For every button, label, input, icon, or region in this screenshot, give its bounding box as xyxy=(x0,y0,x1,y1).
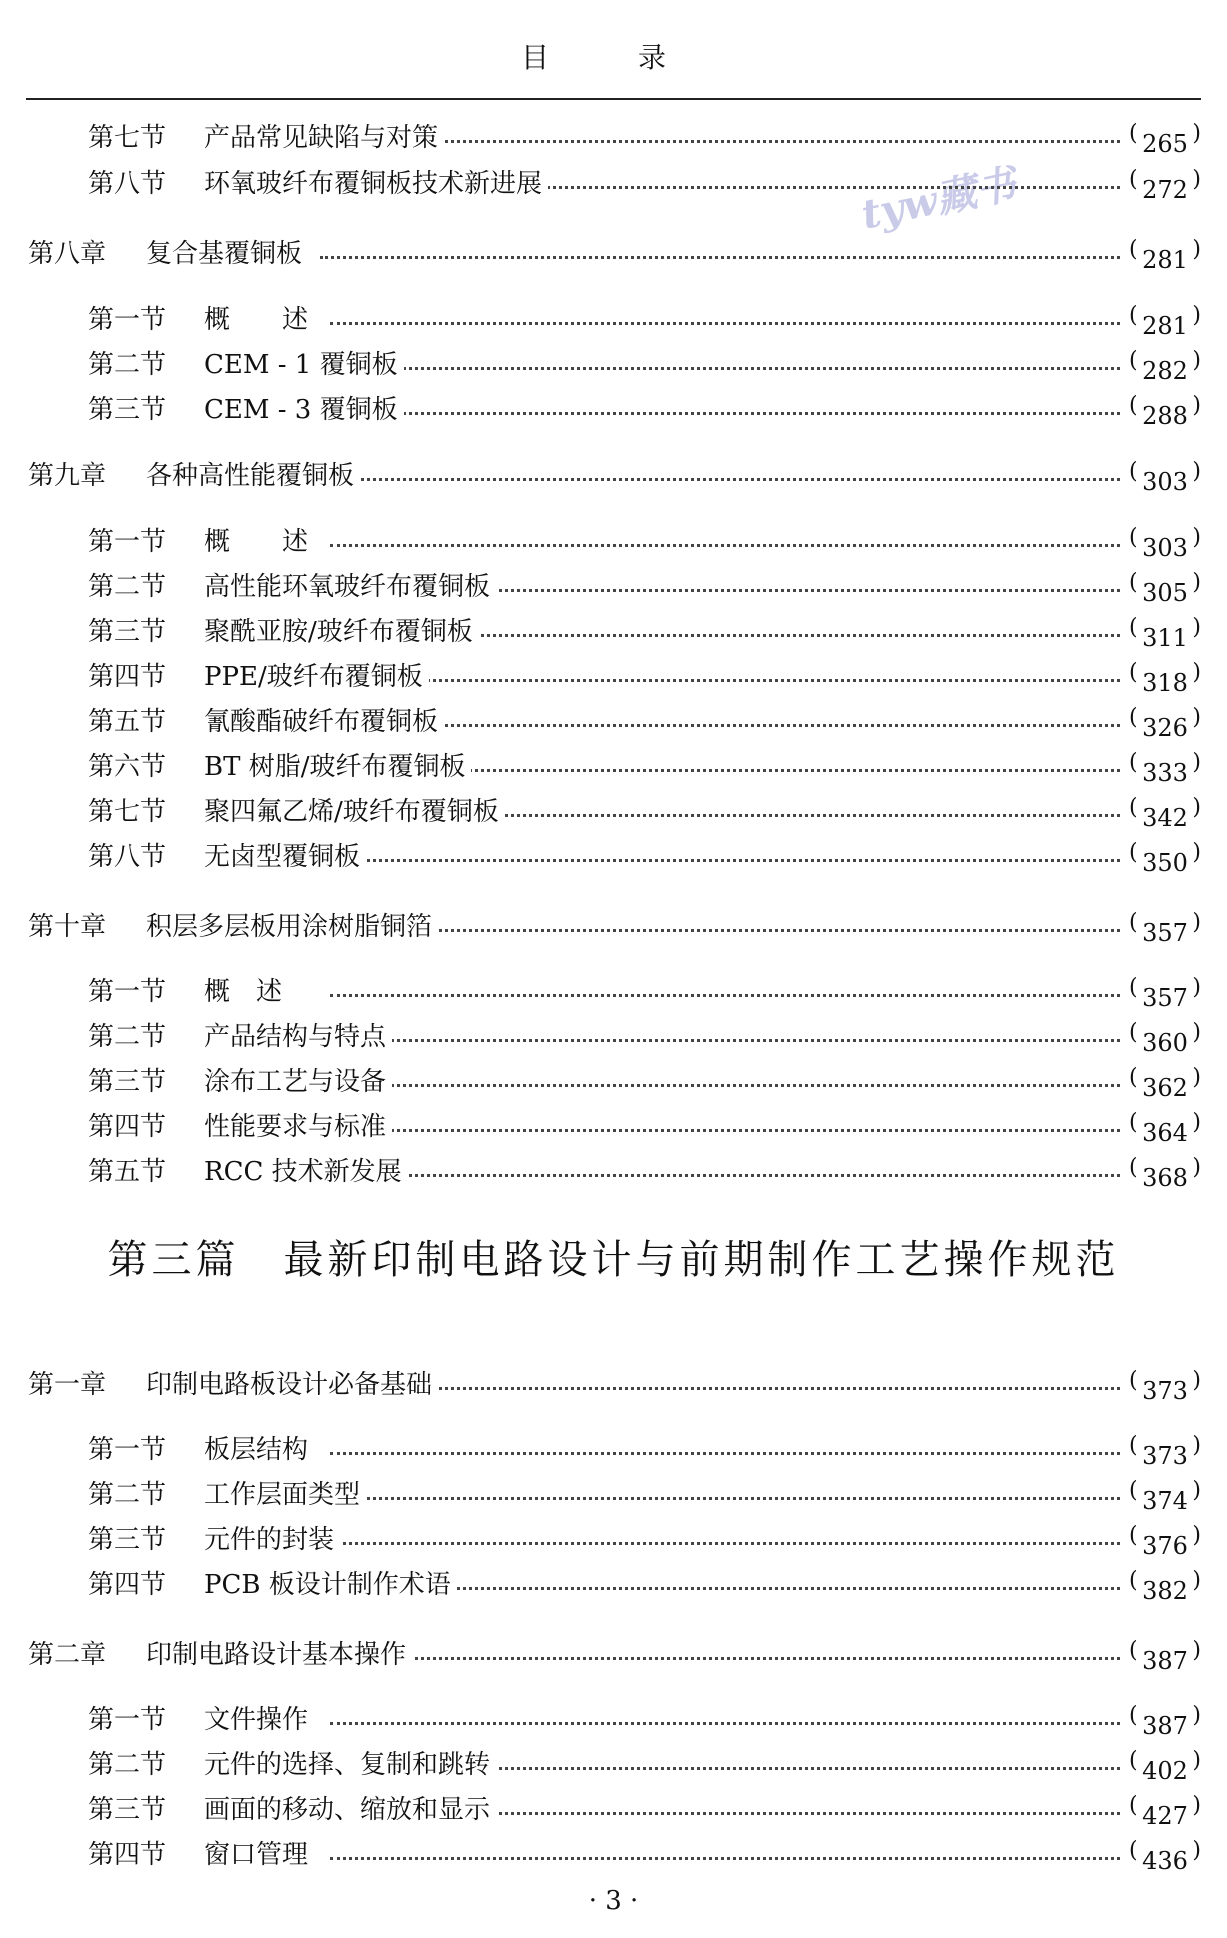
toc-entry-title: 印制电路设计基本操作 xyxy=(146,1635,412,1675)
toc-entry-title: 各种高性能覆铜板 xyxy=(146,456,360,496)
leader-dots xyxy=(330,716,1120,727)
toc-entry-title: 产品结构与特点 xyxy=(204,1017,392,1057)
leader-dots xyxy=(330,536,1120,547)
toc-entry-page: ( 311 ) xyxy=(1133,618,1197,658)
leader-dots xyxy=(330,1031,1120,1042)
toc-entry-title: 元件的封装 xyxy=(204,1520,340,1560)
toc-section-row[interactable] xyxy=(0,1062,1227,1102)
toc-entry-title: 概 述 xyxy=(204,300,314,340)
toc-section-row[interactable] xyxy=(0,1107,1227,1147)
toc-entry-label: 第二节 xyxy=(88,572,167,602)
toc-section-row[interactable] xyxy=(0,837,1227,877)
toc-entry-page: ( 350 ) xyxy=(1133,843,1197,883)
toc-entry-page: ( 305 ) xyxy=(1133,573,1197,613)
toc-entry-page: ( 373 ) xyxy=(1133,1436,1197,1476)
toc-entry-title: RCC 技术新发展 xyxy=(204,1152,408,1192)
toc-section-row[interactable] xyxy=(0,522,1227,562)
toc-entry-page: ( 265 ) xyxy=(1133,124,1197,164)
header-rule xyxy=(26,98,1201,100)
toc-entry-title: BT 树脂/玻纤布覆铜板 xyxy=(204,747,471,787)
leader-dots xyxy=(330,1444,1120,1455)
toc-entry-label: 第四节 xyxy=(88,1570,167,1600)
toc-section-row[interactable] xyxy=(0,702,1227,742)
toc-entry-label: 第四节 xyxy=(88,1112,167,1142)
leader-dots xyxy=(320,470,1120,481)
leader-dots xyxy=(320,1379,1120,1390)
toc-entry-title: 聚四氟乙烯/玻纤布覆铜板 xyxy=(204,792,505,832)
toc-entry-label: 第六节 xyxy=(88,752,167,782)
toc-entry-title: 窗口管理 xyxy=(204,1835,314,1875)
toc-entry-title: 概 述 xyxy=(204,972,288,1012)
toc-entry-page: ( 326 ) xyxy=(1133,708,1197,748)
toc-chapter-row[interactable] xyxy=(0,1365,1227,1405)
toc-entry-title: 积层多层板用涂树脂铜箔 xyxy=(146,907,438,947)
toc-entry-label: 第二节 xyxy=(88,1750,167,1780)
toc-section-row[interactable] xyxy=(0,164,1227,204)
toc-entry-page: ( 318 ) xyxy=(1133,663,1197,703)
leader-dots xyxy=(330,404,1120,415)
leader-dots xyxy=(330,1849,1120,1860)
toc-section-row[interactable] xyxy=(0,1745,1227,1785)
toc-entry-label: 第八节 xyxy=(88,842,167,872)
toc-entry-page: ( 364 ) xyxy=(1133,1113,1197,1153)
toc-entry-page: ( 342 ) xyxy=(1133,798,1197,838)
toc-chapter-row[interactable] xyxy=(0,1635,1227,1675)
toc-section-row[interactable] xyxy=(0,1565,1227,1605)
leader-dots xyxy=(330,1714,1120,1725)
toc-entry-title: 性能要求与标准 xyxy=(204,1107,392,1147)
toc-chapter-row[interactable] xyxy=(0,456,1227,496)
toc-section-row[interactable] xyxy=(0,747,1227,787)
toc-entry-page: ( 288 ) xyxy=(1133,396,1197,436)
toc-entry-title: 板层结构 xyxy=(204,1430,314,1470)
toc-entry-label: 第五节 xyxy=(88,707,167,737)
toc-entry-label: 第三节 xyxy=(88,1525,167,1555)
toc-entry-title: 工作层面类型 xyxy=(204,1475,366,1515)
leader-dots xyxy=(330,986,1120,997)
toc-entry-label: 第三节 xyxy=(88,395,167,425)
toc-entry-label: 第七节 xyxy=(88,797,167,827)
leader-dots xyxy=(330,1489,1120,1500)
toc-entry-page: ( 387 ) xyxy=(1133,1706,1197,1746)
toc-entry-page: ( 427 ) xyxy=(1133,1796,1197,1836)
toc-entry-page: ( 387 ) xyxy=(1133,1641,1197,1681)
leader-dots xyxy=(330,1166,1120,1177)
leader-dots xyxy=(320,248,1120,259)
toc-entry-title: 环氧玻纤布覆铜板技术新进展 xyxy=(204,164,548,204)
toc-entry-label: 第一节 xyxy=(88,527,167,557)
toc-section-row[interactable] xyxy=(0,390,1227,430)
leader-dots xyxy=(320,1649,1120,1660)
toc-entry-title: 文件操作 xyxy=(204,1700,314,1740)
toc-entry-label: 第四节 xyxy=(88,662,167,692)
toc-entry-label: 第二节 xyxy=(88,1480,167,1510)
leader-dots xyxy=(330,359,1120,370)
toc-entry-title: 元件的选择、复制和跳转 xyxy=(204,1745,496,1785)
toc-entry-page: ( 281 ) xyxy=(1133,306,1197,346)
leader-dots xyxy=(320,921,1120,932)
toc-entry-label: 第三节 xyxy=(88,1795,167,1825)
toc-entry-label: 第十章 xyxy=(28,912,107,942)
toc-entry-page: ( 382 ) xyxy=(1133,1571,1197,1611)
toc-entry-page: ( 402 ) xyxy=(1133,1751,1197,1791)
toc-entry-label: 第一节 xyxy=(88,305,167,335)
toc-entry-page: ( 303 ) xyxy=(1133,462,1197,502)
toc-entry-title: 产品常见缺陷与对策 xyxy=(204,118,444,158)
toc-entry-page: ( 303 ) xyxy=(1133,528,1197,568)
toc-entry-title: PPE/玻纤布覆铜板 xyxy=(204,657,429,697)
toc-entry-label: 第九章 xyxy=(28,461,107,491)
toc-entry-page: ( 281 ) xyxy=(1133,240,1197,280)
toc-entry-page: ( 376 ) xyxy=(1133,1526,1197,1566)
leader-dots xyxy=(330,1534,1120,1545)
toc-section-row[interactable] xyxy=(0,972,1227,1012)
toc-section-row[interactable] xyxy=(0,657,1227,697)
toc-entry-page: ( 357 ) xyxy=(1133,978,1197,1018)
toc-entry-title: PCB 板设计制作术语 xyxy=(204,1565,457,1605)
toc-section-row[interactable] xyxy=(0,345,1227,385)
toc-entry-page: ( 357 ) xyxy=(1133,913,1197,953)
toc-entry-label: 第一节 xyxy=(88,1705,167,1735)
toc-section-row[interactable] xyxy=(0,612,1227,652)
toc-section-row[interactable] xyxy=(0,792,1227,832)
toc-entry-label: 第一章 xyxy=(28,1370,107,1400)
toc-section-row[interactable] xyxy=(0,1790,1227,1830)
toc-entry-label: 第二章 xyxy=(28,1640,107,1670)
toc-section-row[interactable] xyxy=(0,1835,1227,1875)
watermark: tyw藏书 xyxy=(857,160,1020,239)
toc-section-row[interactable] xyxy=(0,1430,1227,1470)
toc-entry-title: 聚酰亚胺/玻纤布覆铜板 xyxy=(204,612,479,652)
toc-entry-label: 第二节 xyxy=(88,350,167,380)
toc-entry-title: 概 述 xyxy=(204,522,314,562)
toc-section-row[interactable] xyxy=(0,1700,1227,1740)
toc-chapter-row[interactable] xyxy=(0,907,1227,947)
part-title: 第三篇 最新印制电路设计与前期制作工艺操作规范 xyxy=(107,1237,1120,1283)
page-header: 目 录 xyxy=(521,41,706,74)
leader-dots xyxy=(330,1121,1120,1132)
toc-entry-label: 第八章 xyxy=(28,239,107,269)
toc-entry-title: 氰酸酯破纤布覆铜板 xyxy=(204,702,444,742)
toc-entry-page: ( 374 ) xyxy=(1133,1481,1197,1521)
page-number: · 3 · xyxy=(588,1886,639,1916)
toc-section-row[interactable] xyxy=(0,1152,1227,1192)
toc-entry-label: 第八节 xyxy=(88,169,167,199)
toc-entry-label: 第三节 xyxy=(88,617,167,647)
leader-dots xyxy=(330,314,1120,325)
toc-entry-title: 复合基覆铜板 xyxy=(146,234,308,274)
leader-dots xyxy=(330,671,1120,682)
toc-entry-title: 涂布工艺与设备 xyxy=(204,1062,392,1102)
toc-entry-page: ( 373 ) xyxy=(1133,1371,1197,1411)
toc-entry-page: ( 333 ) xyxy=(1133,753,1197,793)
toc-entry-title: 高性能环氧玻纤布覆铜板 xyxy=(204,567,496,607)
toc-entry-title: CEM - 1 覆铜板 xyxy=(204,345,404,385)
toc-entry-page: ( 436 ) xyxy=(1133,1841,1197,1881)
toc-section-row[interactable] xyxy=(0,300,1227,340)
toc-section-row[interactable] xyxy=(0,118,1227,158)
leader-dots xyxy=(330,1076,1120,1087)
toc-section-row[interactable] xyxy=(0,1475,1227,1515)
toc-entry-label: 第五节 xyxy=(88,1157,167,1187)
toc-entry-page: ( 360 ) xyxy=(1133,1023,1197,1063)
toc-entry-label: 第四节 xyxy=(88,1840,167,1870)
toc-entry-page: ( 368 ) xyxy=(1133,1158,1197,1198)
toc-entry-page: ( 272 ) xyxy=(1133,170,1197,210)
leader-dots xyxy=(330,851,1120,862)
toc-entry-label: 第一节 xyxy=(88,977,167,1007)
toc-entry-label: 第二节 xyxy=(88,1022,167,1052)
toc-entry-title: 印制电路板设计必备基础 xyxy=(146,1365,438,1405)
toc-entry-label: 第三节 xyxy=(88,1067,167,1097)
toc-section-row[interactable] xyxy=(0,567,1227,607)
toc-entry-title: CEM - 3 覆铜板 xyxy=(204,390,404,430)
toc-entry-page: ( 362 ) xyxy=(1133,1068,1197,1108)
toc-entry-page: ( 282 ) xyxy=(1133,351,1197,391)
toc-entry-label: 第七节 xyxy=(88,123,167,153)
toc-entry-title: 画面的移动、缩放和显示 xyxy=(204,1790,496,1830)
toc-entry-label: 第一节 xyxy=(88,1435,167,1465)
leader-dots xyxy=(330,132,1120,143)
toc-entry-title: 无卤型覆铜板 xyxy=(204,837,366,877)
toc-section-row[interactable] xyxy=(0,1017,1227,1057)
toc-chapter-row[interactable] xyxy=(0,234,1227,274)
toc-section-row[interactable] xyxy=(0,1520,1227,1560)
